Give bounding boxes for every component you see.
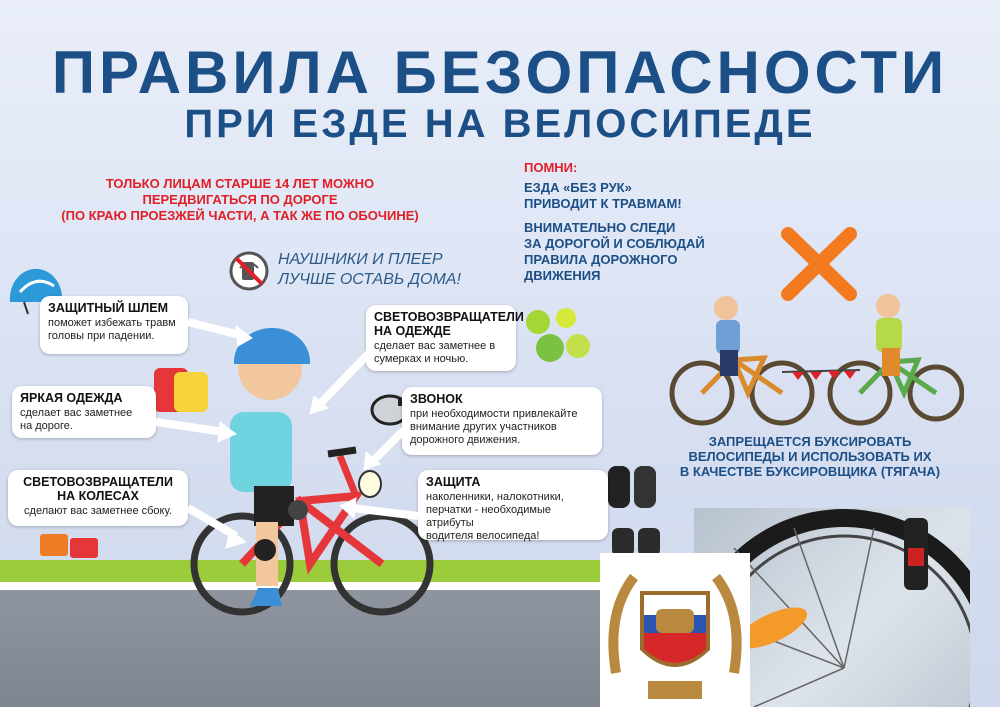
towing-bicycles-illustration (664, 290, 964, 430)
callout-clothes-heading: ЯРКАЯ ОДЕЖДА (20, 391, 123, 405)
callout-bell-text: при необходимости привлекайте внимание других участников дорожного движения. (410, 408, 578, 446)
callout-wheel-heading: СВЕТОВОЗВРАЩАТЕЛИ НА КОЛЕСАХ (23, 475, 173, 503)
callout-refl-heading: СВЕТОВОЗВРАЩАТЕЛИ НА ОДЕЖДЕ (374, 310, 524, 338)
watch-road-warning: ВНИМАТЕЛЬНО СЛЕДИ ЗА ДОРОГОЙ И СОБЛЮДАЙ ПРАВИЛА ДОРОЖНОГО ДВИЖЕНИЯ (524, 220, 705, 283)
callout-refl-text: сделает вас заметнее в сумерках и ночью. (374, 340, 496, 365)
headphones-note-text: НАУШНИКИ И ПЛЕЕР ЛУЧШЕ ОСТАВЬ ДОМА! (278, 251, 461, 288)
poster-subtitle: ПРИ ЕЗДЕ НА ВЕЛОСИПЕДЕ (184, 102, 816, 146)
callout-wheel-text: сделают вас заметнее сбоку. (24, 505, 172, 517)
callout-clothes-text: сделает вас заметнее на дороге. (20, 407, 133, 432)
callout-helmet-heading: ЗАЩИТНЫЙ ШЛЕМ (48, 301, 169, 315)
callout-bell-heading: ЗВОНОК (410, 392, 463, 406)
age-rule-text: ТОЛЬКО ЛИЦАМ СТАРШЕ 14 ЛЕТ МОЖНО ПЕРЕДВИГАТЬСЯ ПО ДОРОГЕ (ПО КРАЮ ПРОЕЗЖЕЙ ЧАСТИ, А ТАК ЖЕ ПО ОБОЧИНЕ) (61, 176, 419, 223)
callout-prot-heading: ЗАЩИТА (426, 475, 481, 489)
traffic-police-emblem (600, 553, 750, 707)
no-hands-warning: ЕЗДА «БЕЗ РУК» ПРИВОДИТ К ТРАВМАМ! (524, 180, 682, 211)
callout-prot-text: наколенники, налокотники, перчатки - необходимые атрибуты водителя велосипеда! (426, 491, 564, 542)
towing-rule-text: ЗАПРЕЩАЕТСЯ БУКСИРОВАТЬ ВЕЛОСИПЕДЫ И ИСПОЛЬЗОВАТЬ ИХ В КАЧЕСТВЕ БУКСИРОВЩИКА (ТЯГАЧА) (679, 434, 941, 479)
callout-helmet-text: поможет избежать травм головы при падении. (48, 317, 176, 342)
poster-title: ПРАВИЛА БЕЗОПАСНОСТИ (51, 39, 949, 106)
remember-heading: ПОМНИ: (524, 160, 578, 175)
